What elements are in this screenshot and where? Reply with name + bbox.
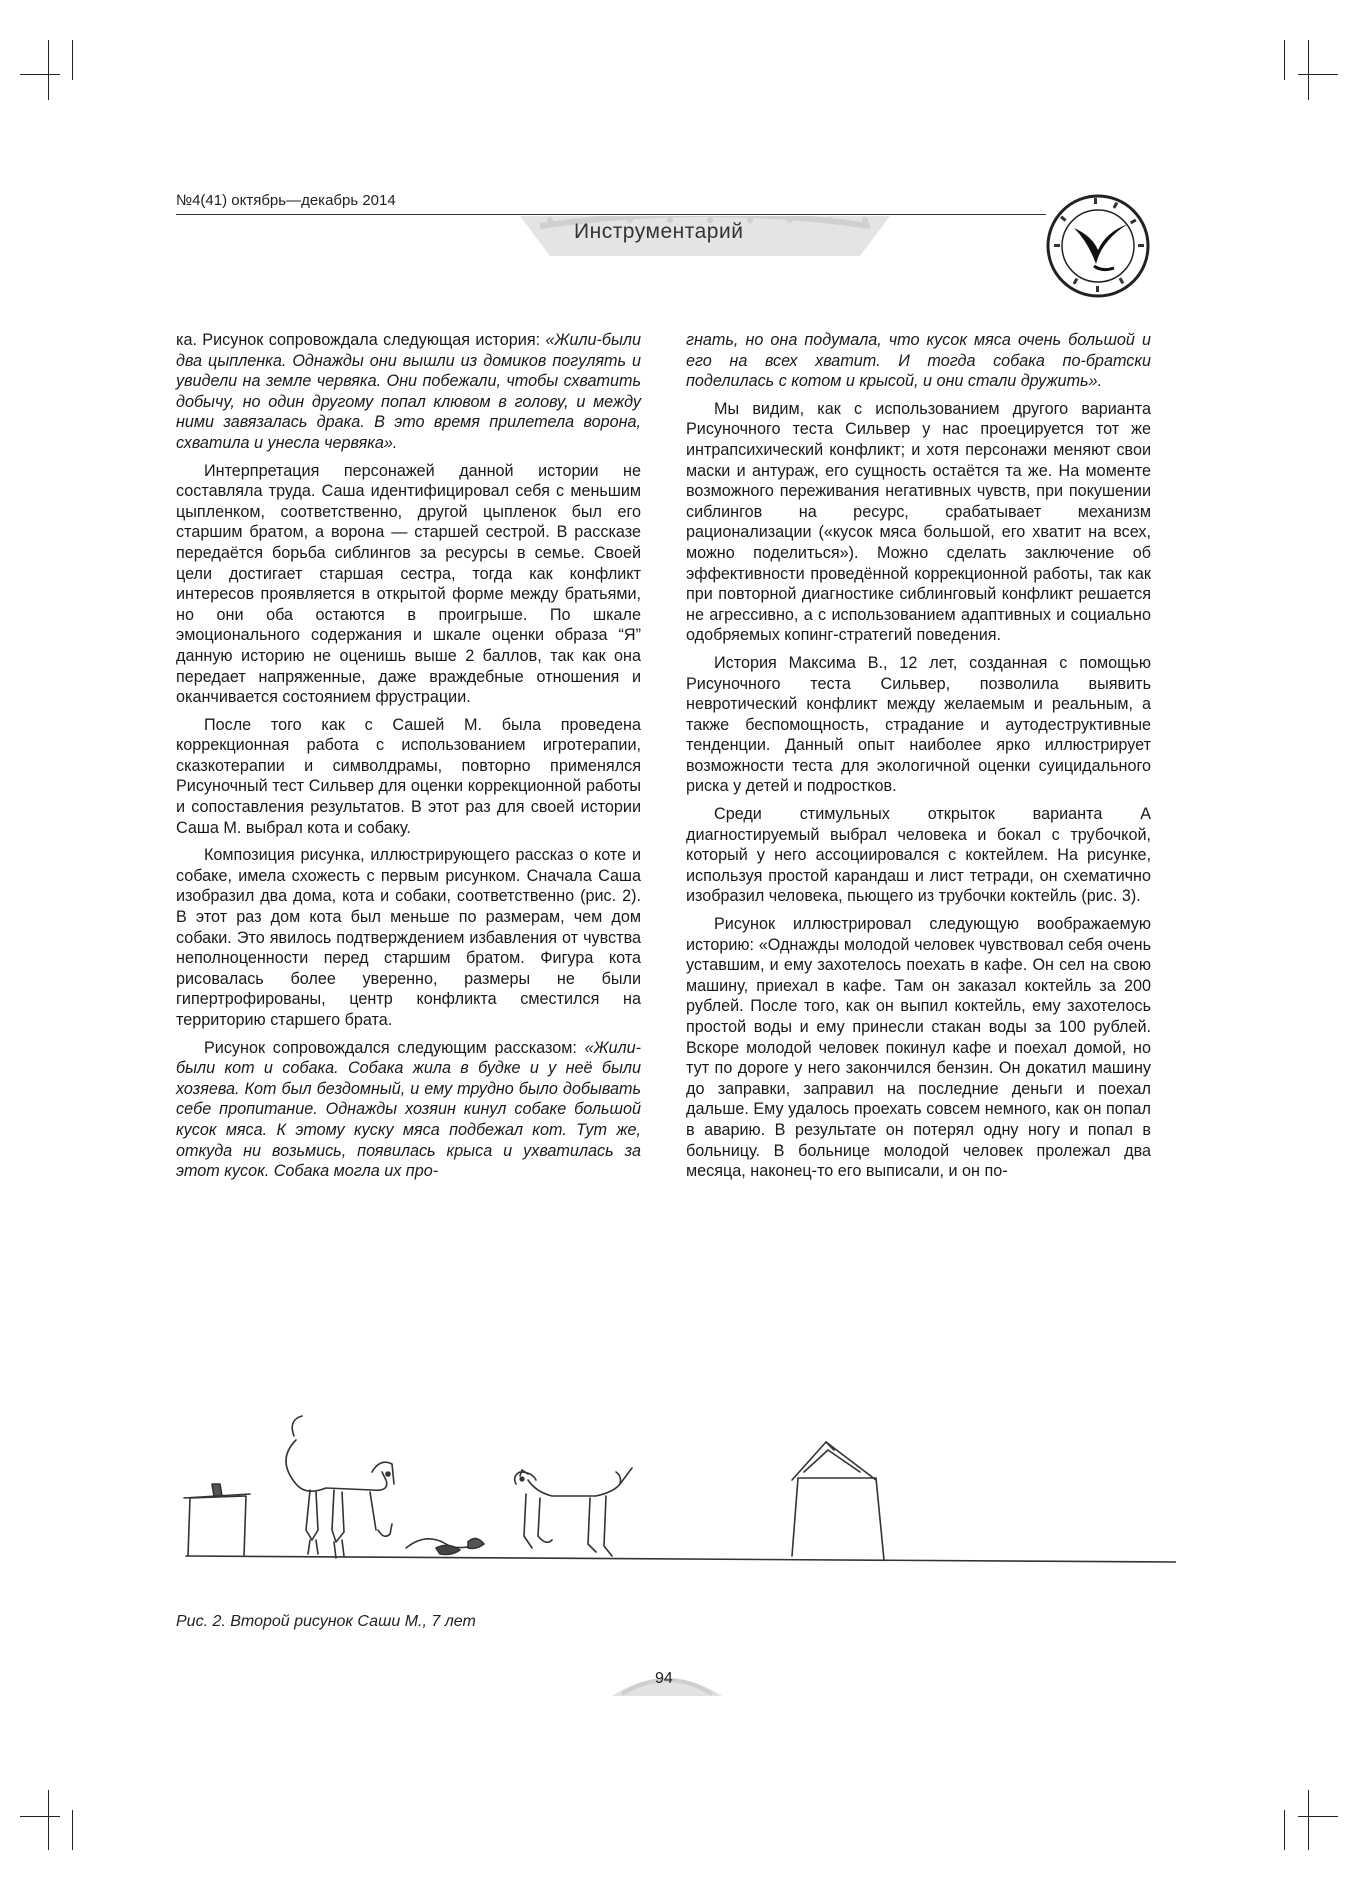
paragraph: Мы видим, как с использованием другого варианта Рисуночного теста Сильвер у нас проецируется тот же интрапсихический конфликт; и хотя персонажи меняют свои маски и антураж, его сущность остаётся та же. На моменте возможного переживания негативных чувств, при покушении сиблингов на ресурс, срабатывает механизм рационализации («кусок мяса большой, его хватит на всех, можно поделиться»). Можно сделать заключение об эффективности проведённой коррекционной работы, так как при повторной диагностике сиблинговый конфликт решается не агрессивно, а с использованием адаптивных и социально одобряемых копинг-стратегий поведения.	[686, 399, 1151, 645]
crop-mark-bl-h	[20, 1816, 60, 1817]
paragraph: История Максима В., 12 лет, созданная с помощью Рисуночного теста Сильвер, позволила выявить невротический конфликт между желаемым и реальным, а также беспомощность, страдание и аутодеструктивные тенденции. Данный опыт наиболее ярко иллюстрирует возможности теста для экологичной оценки суицидального риска у детей и подростков.	[686, 653, 1151, 796]
issue-label: №4(41) октябрь—декабрь 2014	[176, 192, 396, 209]
page-number: 94	[655, 1670, 673, 1687]
crop-mark-tr-h	[1298, 74, 1338, 75]
crop-mark-tr-v1	[1284, 40, 1285, 80]
paragraph	[686, 330, 1151, 392]
text-run: ка. Рисунок сопровождала следующая история:	[176, 331, 546, 349]
figure-caption: Рис. 2. Второй рисунок Саши М., 7 лет	[176, 1613, 476, 1630]
journal-logo-icon	[1044, 192, 1152, 300]
crop-mark-tl-h	[20, 74, 60, 75]
paragraph: Интерпретация персонажей данной истории не составляла труда. Саша идентифицировал себя с меньшим цыпленком, соответственно, другой цыпленок был его старшим братом, а ворона — старшей сестрой. В рассказе передаётся борьба сиблингов за ресурсы в семье. Своей цели достигает старшая сестра, тогда как конфликт интересов проявляется в открытой форме между братьями, но они оба остаются в проигрыше. По шкале эмоционального содержания и шкале оценки образа “Я” данную историю не оценишь выше 2 баллов, так как она передает напряженные, даже враждебные отношения и оканчивается состоянием фрустрации.	[176, 461, 641, 707]
crop-mark-bl-v1	[48, 1790, 49, 1850]
crop-mark-tl-v1	[48, 40, 49, 100]
crop-mark-bl-v2	[72, 1810, 73, 1850]
section-title: Инструментарий	[574, 220, 744, 243]
paragraph	[176, 330, 641, 454]
quote-text: «Жили-были кот и собака. Собака жила в будке и у неё были хозяева. Кот был бездомный, и ему трудно было добывать себе пропитание. Однажды хозяин кинул собаке большой кусок мяса. К этому куску мяса подбежал кот. Тут же, откуда ни возьмись, появилась крыса и ухватилась за этот кусок. Собака могла их про-	[176, 1038, 641, 1181]
crop-mark-br-h	[1298, 1816, 1338, 1817]
header-rule	[176, 214, 1046, 215]
child-drawing-figure	[176, 1380, 1176, 1590]
paragraph	[176, 1038, 641, 1182]
crop-mark-tr-v2	[1308, 40, 1309, 100]
paragraph: После того как с Сашей М. была проведена коррекционная работа с использованием игротерапии, сказкотерапии и символдрамы, повторно применялся Рисуночный тест Сильвер для оценки коррекционной работы и сопоставления результатов. В этот раз для своей истории Саша М. выбрал кота и собаку.	[176, 715, 641, 837]
text-column-right	[686, 330, 1151, 1189]
crop-mark-br-v1	[1284, 1810, 1285, 1850]
crop-mark-br-v2	[1308, 1790, 1309, 1850]
quote-text: гнать, но она подумала, что кусок мяса очень большой и его на всех хватит. И тогда собака по-братски поделилась с котом и крысой, и они стали дружить».	[686, 331, 1151, 391]
crop-mark-tl-v2	[72, 40, 73, 80]
paragraph: Среди стимульных открыток варианта А диагностируемый выбрал человека и бокал с трубочкой, который у него ассоциировался с коктейлем. На рисунке, используя простой карандаш и лист тетради, он схематично изобразил человека, пьющего из трубочки коктейль (рис. 3).	[686, 805, 1151, 906]
text-run: Рисунок сопровождался следующим рассказом:	[204, 1038, 585, 1057]
paragraph: Композиция рисунка, иллюстрирующего рассказ о коте и собаке, имела схожесть с первым рисунком. Сначала Саша изобразил два дома, кота и собаки, соответственно (рис. 2). В этот раз дом кота был меньше по размерам, чем дом собаки. Это явилось подтверждением избавления от чувства неполноценности перед старшим братом. Фигура кота рисовалась более уверенно, размеры не были гипертрофированы, центр конфликта сместился на территорию старшего брата.	[176, 846, 641, 1029]
paragraph: Рисунок иллюстрировал следующую воображаемую историю: «Однажды молодой человек чувствовал себя очень уставшим, и ему захотелось поехать в кафе. Он сел на свою машину, приехал в кафе. Там он заказал коктейль за 200 рублей. После того, как он выпил коктейль, ему захотелось простой воды и ему принесли стакан воды за 100 рублей. Вскоре молодой человек покинул кафе и поехал домой, но тут по дороге у него закончился бензин. Он докатил машину до заправки, заправил на последние деньги и поехал дальше. Ему удалось проехать совсем немного, как он попал в аварию. В результате он потерял одну ногу и попал в больницу. В больнице молодой человек пролежал два месяца, наконец-то его выписали, и он по-	[686, 915, 1151, 1181]
quote-text: «Жили-были два цыпленка. Однажды они вышли из домиков погулять и увидели на земле червяка. Они побежали, чтобы схватить добычу, но один другому попал клювом в голову, и между ними завязалась драка. В это время прилетела ворона, схватила и унесла червяка».	[176, 331, 641, 452]
text-column-left	[176, 330, 641, 1189]
